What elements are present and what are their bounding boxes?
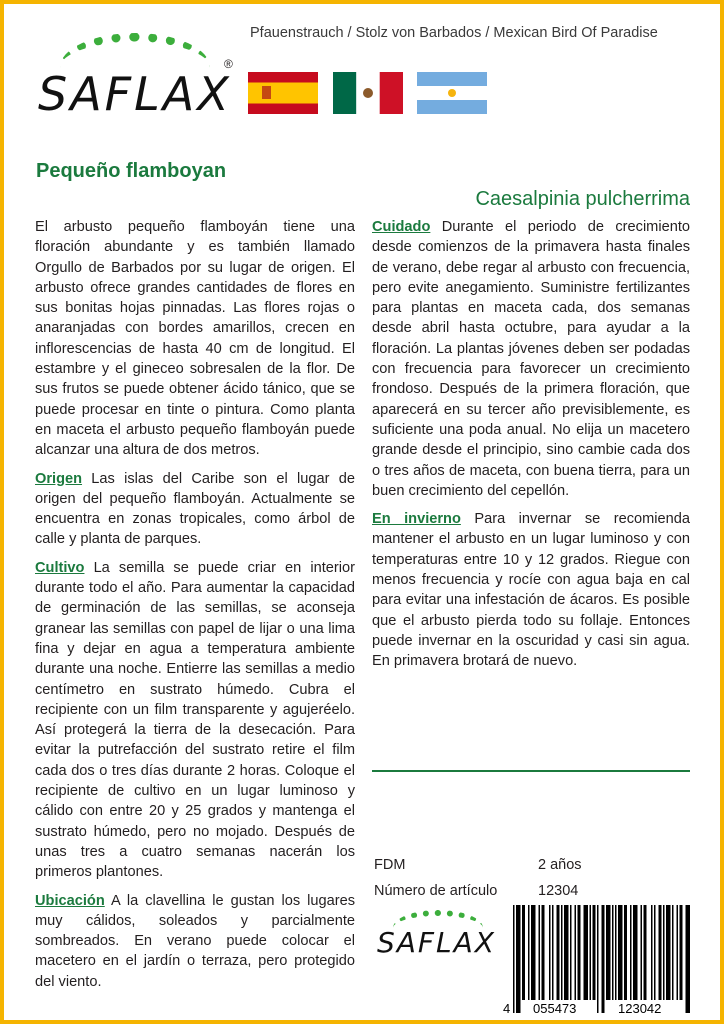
barcode-bar — [663, 905, 665, 1000]
barcode-bar — [539, 905, 541, 1000]
barcode-bar — [615, 905, 617, 1000]
cultivo-section: Cultivo La semilla se puede criar en interior durante todo el año. Para aumentar la capacidad de germinación de las semillas, se aconseja granear las semillas con papel de lijar o una lima fina y dejar en agua a temperatura ambiente durante una noche. Entierre las semillas a medio centímetro en sustrato húmedo. Cubra el recipiente con un film transparente y agujeréelo. Así protegerá la tierra de la desecación. Para evitar la putrefacción del sustrato retire el film cada dos o tres días durante 2 horas. Coloque el recipiente de cultivo en un lugar luminoso y cálido con entre 20 y 25 grados y mantenga el sustrato húmedo, pero no mojado. Después de unas tres a cuatro semanas nacerán los primeros plantones. — [35, 559, 355, 881]
barcode-bar — [630, 905, 632, 1000]
divider — [372, 770, 690, 772]
barcode-bar — [516, 905, 521, 1013]
common-names: Pfauenstrauch / Stolz von Barbados / Mexican Bird Of Paradise — [250, 25, 658, 41]
barcode-bar — [561, 905, 563, 1000]
left-column — [35, 217, 355, 1000]
barcode-digit-first: 4 — [503, 1001, 511, 1016]
barcode-bar — [513, 905, 515, 1013]
barcode-bar — [564, 905, 569, 1000]
barcode-bar — [618, 905, 623, 1000]
argentina-flag — [417, 72, 487, 114]
barcode-bar — [680, 905, 683, 1000]
barcode-bar — [677, 905, 679, 1000]
barcode-bar — [531, 905, 536, 1000]
barcode-bar — [584, 905, 589, 1000]
barcode-bar — [659, 905, 662, 1000]
barcode-bar — [666, 905, 671, 1000]
barcode-bar — [575, 905, 577, 1000]
saflax-logo-small: SAFLAX — [375, 908, 505, 968]
barcode-bar — [528, 905, 530, 1000]
barcode-bar — [597, 905, 599, 1013]
fdm-label: FDM — [374, 857, 406, 873]
barcode-bar — [593, 905, 596, 1000]
saflax-logo: SAFLAX ® — [30, 25, 240, 125]
barcode-bar — [644, 905, 647, 1000]
barcode-bar — [624, 905, 627, 1000]
invierno-section: En invierno Para invernar se recomienda mantener el arbusto en un lugar luminoso y con temperaturas entre 10 y 12 grados. Riegue con menos frecuencia y rocíe con agua baja en cal para evitar una infestación de ácaros. Es posible que el arbusto pierda todo su follaje. Entonces puede invernar en la oscuridad y casi sin agua. En primavera brotará de nuevo. — [372, 511, 691, 670]
barcode — [503, 905, 690, 1017]
barcode-bar — [590, 905, 592, 1000]
article-label: Número de artículo — [374, 883, 498, 899]
barcode-bar — [686, 905, 691, 1013]
barcode-bar — [522, 905, 525, 1000]
right-column — [372, 217, 690, 680]
barcode-bar — [557, 905, 560, 1000]
spain-flag — [248, 72, 318, 114]
barcode-bar — [552, 905, 554, 1000]
barcode-bar — [672, 905, 674, 1000]
fdm-value: 2 años — [538, 857, 582, 873]
ubicacion-section: Ubicación A la clavellina le gustan los lugares muy cálidos, soleados y parcialmente sombreados. En verano puede colocar el macetero en el jardín o terraza, pero protegido del viento. — [35, 892, 355, 990]
origen-section: Origen Las islas del Caribe son el lugar de origen del pequeño flamboyán. Actualmente se encuentra en zonas tropicales, como árbol de calle y planta de parques. — [35, 470, 355, 548]
barcode-bar — [606, 905, 611, 1000]
intro-text: El arbusto pequeño flamboyán tiene una floración abundante y es también llamado Orgullo de Barbados por su lugar de origen. El arbusto ofrece grandes cantidades de flores en sus bonitas hojas pinnadas. Las flores rojas o anaranjadas con bordes amarillos, crecen en inflorescencias de hasta 40 cm de longitud. El estambre y el gineceo sobresalen de la flor. De sus frutos se puede obtener ácido tánico, que se puede procesar en tinte o pintura. Como planta en maceta el arbusto pequeño flamboyán puede alcanzar una altura de dos metros. — [35, 219, 355, 459]
barcode-bar — [612, 905, 614, 1000]
cuidado-section: Cuidado Durante el periodo de crecimiento desde comienzos de la primavera hasta finales de verano, debe regar al arbusto con frecuencia, pero evite anegamiento. Suministre fertilizantes para plantas en maceta cada, dos semanas desde abril hasta octubre, para ayudar a la floración. La plantas jóvenes deben ser podadas con frecuencia para favorecer un crecimiento frondoso. Después de la primera floración, que aparecerá en su tercer año previsiblemente, es suficiente una poda anual. No elija un macetero grande desde el principio, sino cambie cada dos o tres años de maceta, con buena tierra, para un buen crecimiento del cepellón. — [372, 219, 690, 499]
latin-name: Caesalpinia pulcherrima — [475, 188, 690, 210]
barcode-digits-right: 123042 — [618, 1001, 662, 1016]
mexico-flag — [333, 72, 403, 114]
article-value: 12304 — [538, 883, 579, 899]
barcode-bar — [549, 905, 551, 1000]
barcode-bar — [641, 905, 643, 1000]
barcode-bar — [578, 905, 581, 1000]
barcode-bar — [651, 905, 653, 1000]
barcode-bar — [633, 905, 638, 1000]
barcode-bar — [570, 905, 572, 1000]
barcode-bar — [654, 905, 656, 1000]
barcode-digits-left: 055473 — [533, 1001, 577, 1016]
barcode-bar — [542, 905, 545, 1000]
page-title: Pequeño flamboyan — [36, 160, 227, 182]
barcode-bar — [602, 905, 605, 1013]
